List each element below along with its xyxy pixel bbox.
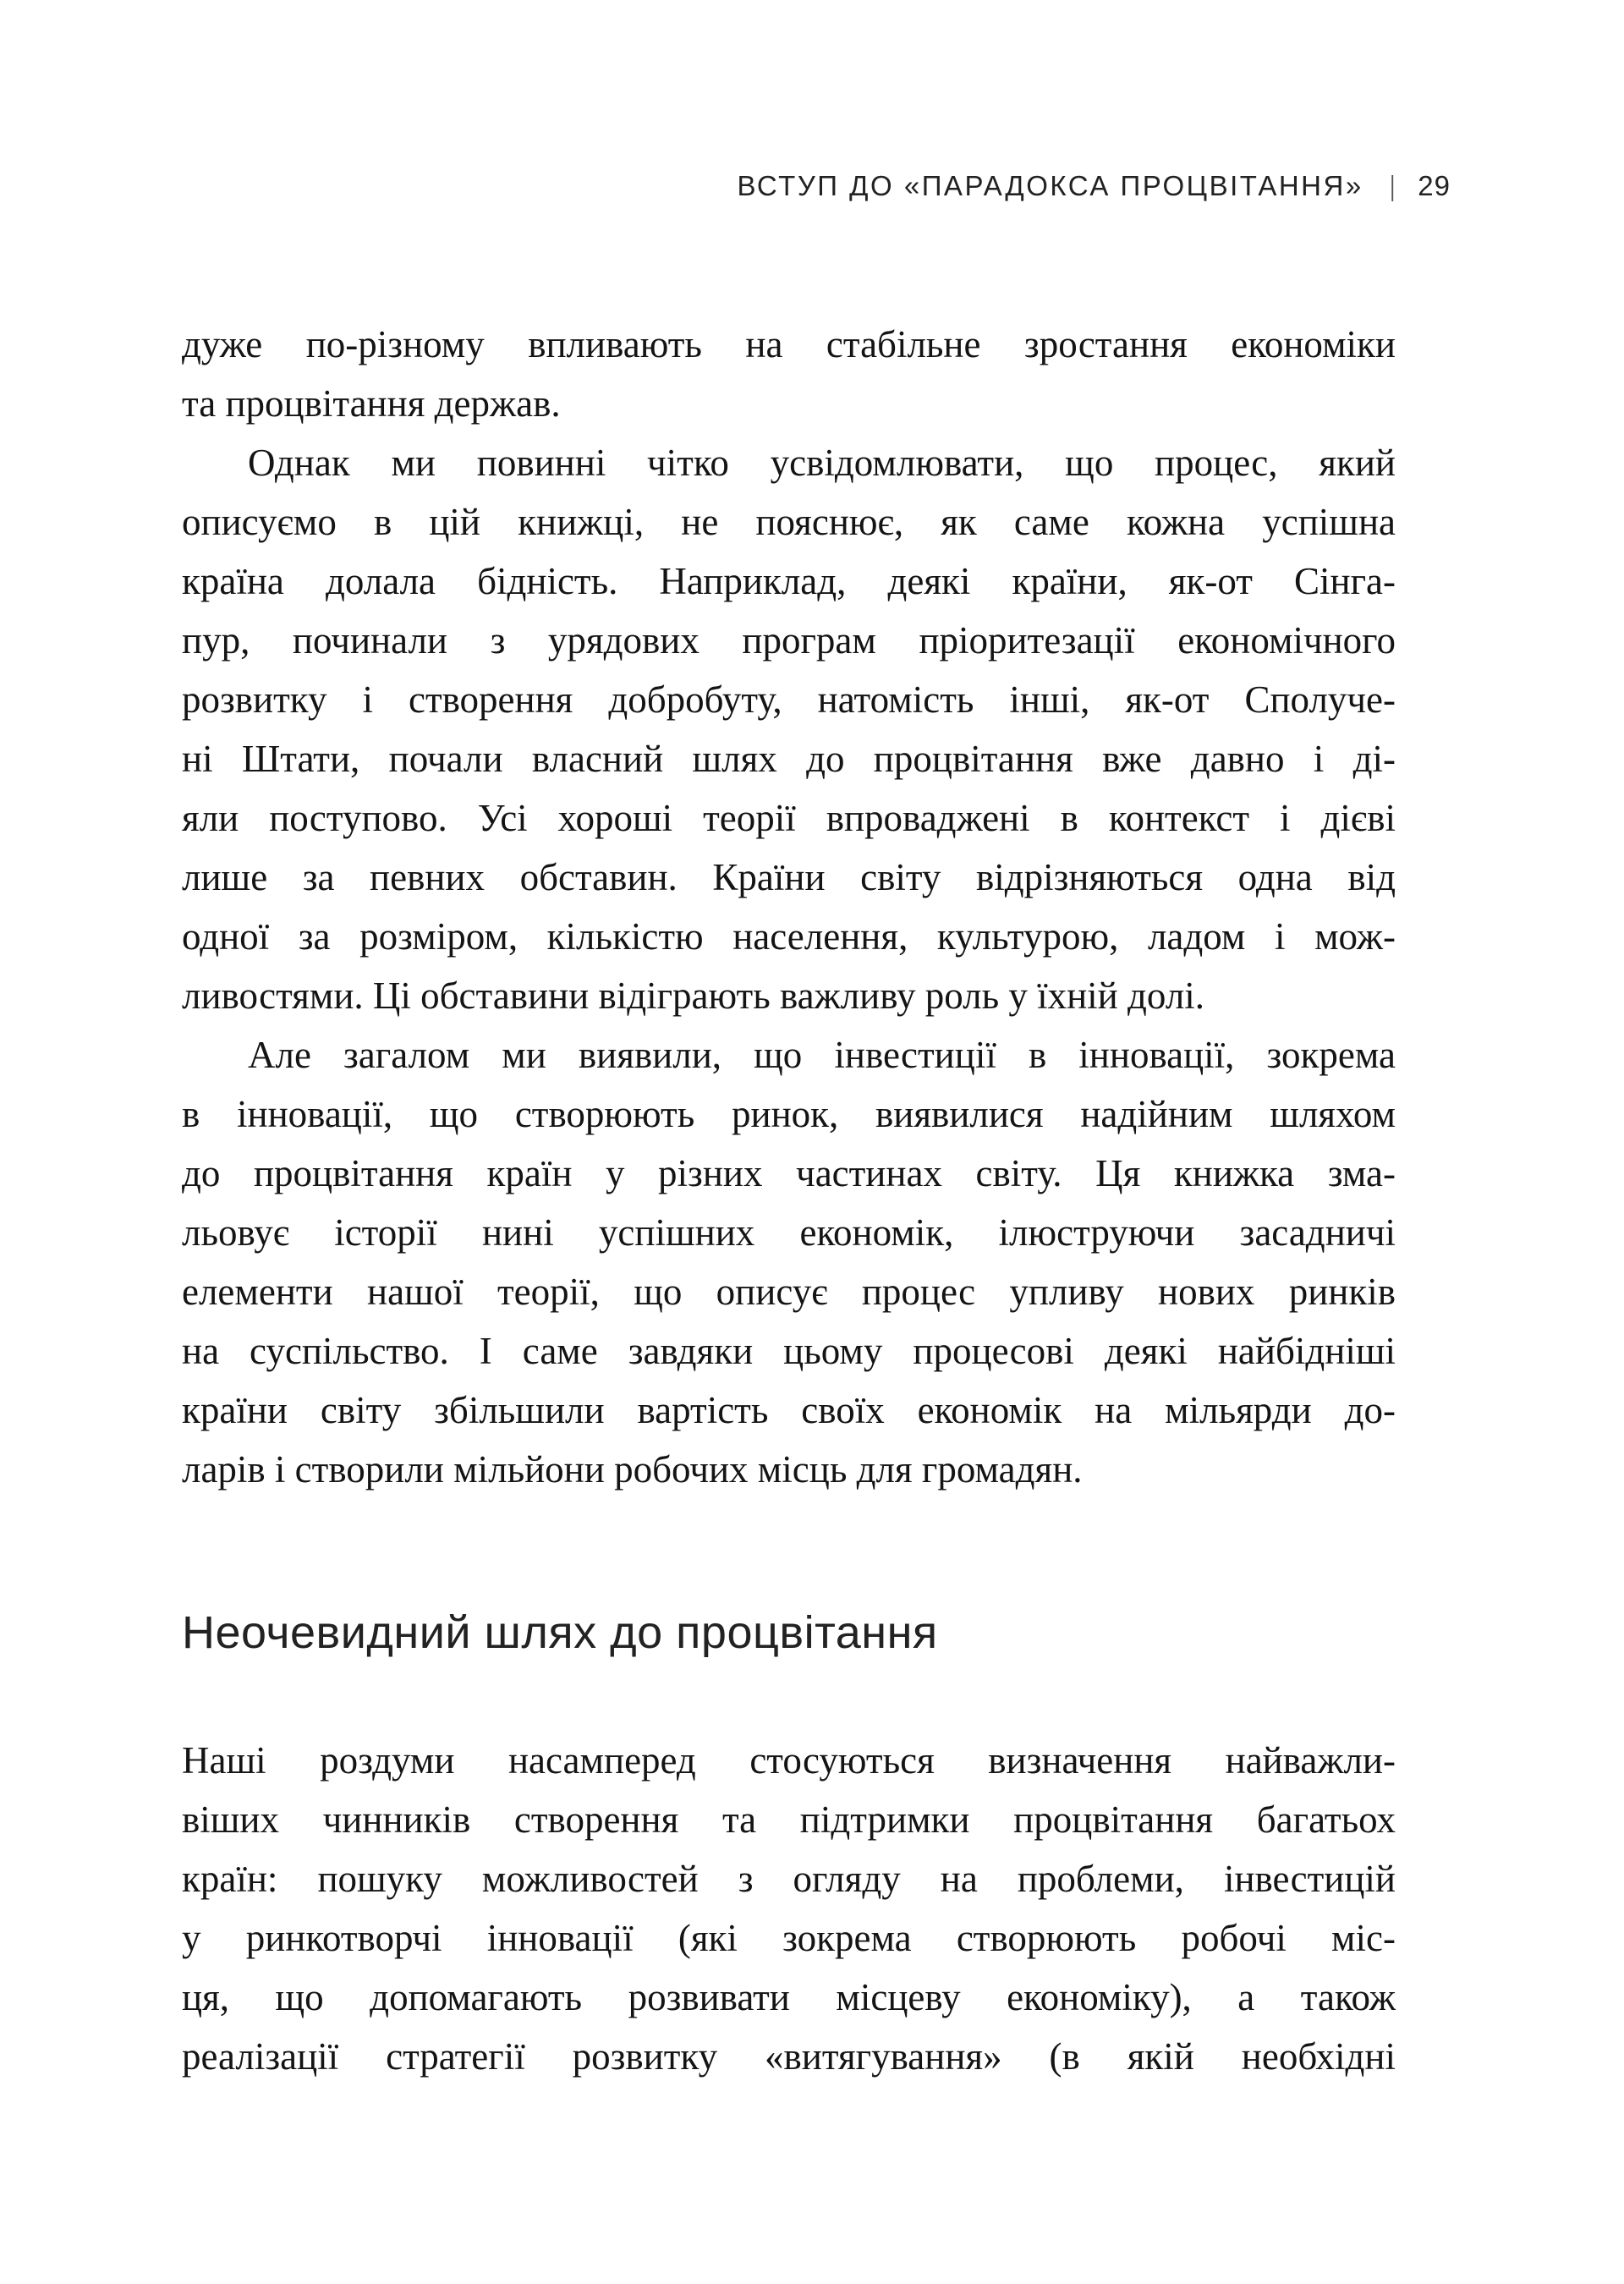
text-line: елементи нашої теорії, що описує процес упливу нових ринків xyxy=(182,1271,1396,1313)
text-line: ливостями. Ці обставини відіграють важливу роль у їхній долі. xyxy=(182,975,1205,1017)
text-line: описуємо в цій книжці, не пояснює, як саме кожна успішна xyxy=(182,501,1396,543)
text-line: Наші роздуми насамперед стосуються визначення найважли- xyxy=(182,1739,1396,1782)
text-line: дуже по-різному впливають на стабільне зростання економіки xyxy=(182,323,1396,365)
text-line: Але загалом ми виявили, що інвестиції в інновації, зокрема xyxy=(248,1034,1396,1076)
text-line: одної за розміром, кількістю населення, культурою, ладом і мож- xyxy=(182,915,1396,958)
text-line: реалізації стратегії розвитку «витягування» (в якій необхідні xyxy=(182,2035,1396,2078)
text-line: країна долала бідність. Наприклад, деякі країни, як-от Сінга- xyxy=(182,560,1396,602)
text-line: ларів і створили мільйони робочих місць для громадян. xyxy=(182,1448,1083,1491)
paragraph xyxy=(182,315,1396,433)
text-line: розвитку і створення добробуту, натомість інші, як-от Сполуче- xyxy=(182,678,1396,721)
text-line: ні Штати, почали власний шлях до процвітання вже давно і ді- xyxy=(182,738,1396,780)
paragraph xyxy=(182,1731,1396,2086)
paragraph xyxy=(182,1025,1396,1499)
text-line: ця, що допомагають розвивати місцеву економіку), а також xyxy=(182,1976,1396,2018)
page-number: 29 xyxy=(1418,170,1451,201)
page-content xyxy=(182,315,1396,2086)
text-line: у ринкотворчі інновації (які зокрема створюють робочі міс- xyxy=(182,1917,1396,1959)
running-header xyxy=(182,169,1451,203)
text-line: Однак ми повинні чітко усвідомлювати, що процес, який xyxy=(248,442,1396,484)
text-line: країни світу збільшили вартість своїх економік на мільярди до- xyxy=(182,1389,1396,1431)
text-line: лише за певних обставин. Країни світу відрізняються одна від xyxy=(182,856,1396,898)
text-line: в інновації, що створюють ринок, виявилися надійним шляхом xyxy=(182,1093,1396,1135)
text-line: яли поступово. Усі хороші теорії впроваджені в контекст і дієві xyxy=(182,797,1396,839)
running-header-title: ВСТУП ДО «ПАРАДОКСА ПРОЦВІТАННЯ» xyxy=(737,170,1363,201)
paragraph xyxy=(182,433,1396,1025)
text-line: до процвітання країн у різних частинах світу. Ця книжка зма- xyxy=(182,1152,1396,1194)
text-line: країн: пошуку можливостей з огляду на проблеми, інвестицій xyxy=(182,1858,1396,1900)
text-line: та процвітання держав. xyxy=(182,382,561,425)
section-heading: Неочевидний шлях до процвітання xyxy=(182,1607,938,1658)
text-line: пур, починали з урядових програм пріоритезації економічного xyxy=(182,619,1396,662)
text-line: на суспільство. І саме завдяки цьому процесові деякі найбідніші xyxy=(182,1330,1396,1372)
text-line: льовує історії нині успішних економік, ілюструючи засадничі xyxy=(182,1211,1396,1254)
text-line: віших чинників створення та підтримки процвітання багатьох xyxy=(182,1798,1396,1841)
header-separator-bar: | xyxy=(1389,170,1395,201)
